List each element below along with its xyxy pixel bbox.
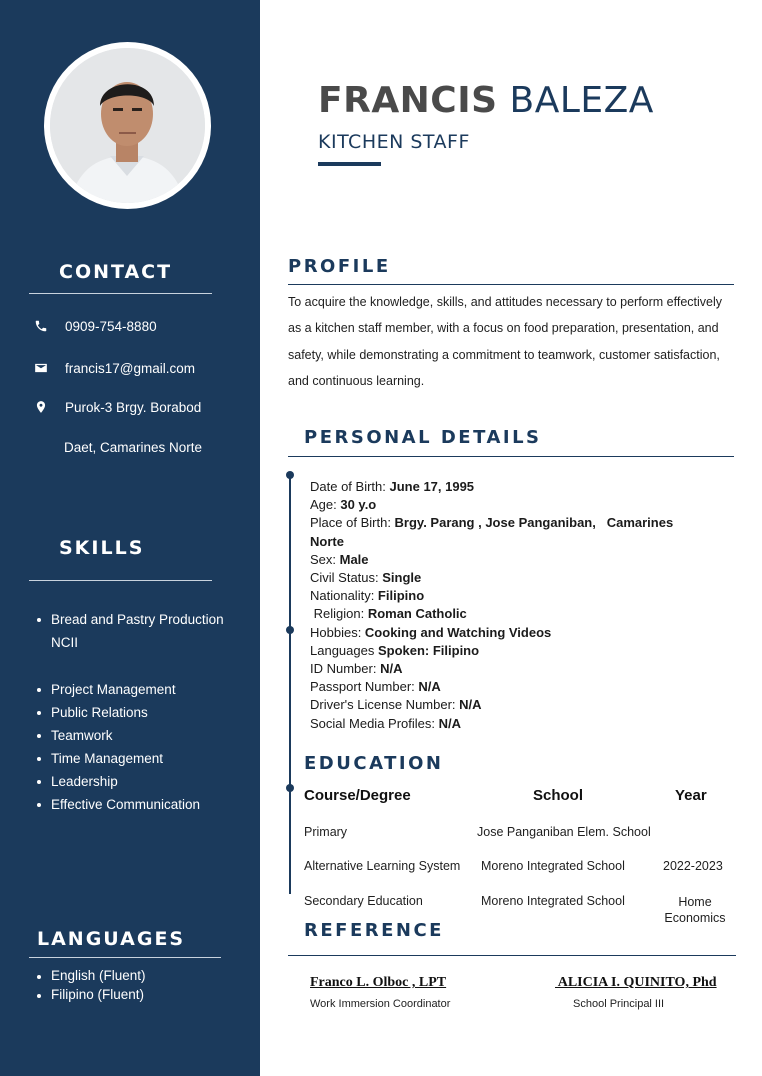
profile-divider xyxy=(288,284,734,285)
education-year: 2022-2023 xyxy=(663,859,723,873)
detail-social-media xyxy=(310,715,690,733)
detail-passport xyxy=(310,678,690,696)
first-name: FRANCIS xyxy=(318,80,498,121)
skills-divider xyxy=(29,580,212,581)
reference-role: School Principal III xyxy=(573,998,665,1010)
languages-list xyxy=(36,967,146,1004)
reference-role: Work Immersion Coordinator xyxy=(310,998,451,1010)
detail-label: Languages xyxy=(310,642,378,658)
profile-summary: To acquire the knowledge, skills, and attitudes necessary to perform effectively as a kitchen staff member, with a focus on food preparation, presentation, and safety, while demonstrating a commitment to teamwork, customer satisfaction, and continuous learning. xyxy=(288,295,723,388)
detail-value: Spoken: Filipino xyxy=(377,642,480,658)
profile-heading: PROFILE xyxy=(288,256,391,277)
detail-value: 30 y.o xyxy=(340,497,377,513)
detail-value: N/A xyxy=(380,661,403,677)
contact-divider xyxy=(29,293,212,294)
education-year: Home Economics xyxy=(664,895,726,925)
skill-item: Effective Communication xyxy=(36,793,236,816)
education-heading: EDUCATION xyxy=(304,753,444,774)
detail-label: Social Media Profiles: xyxy=(310,715,439,731)
education-school: Jose Panganiban Elem. School xyxy=(477,825,651,839)
detail-value: Single xyxy=(382,570,422,586)
detail-license xyxy=(310,696,690,714)
contact-phone[interactable] xyxy=(32,317,157,335)
reference-name: ALICIA I. QUINITO, Phd xyxy=(555,975,717,990)
detail-label: Passport Number: xyxy=(310,679,419,695)
detail-label: Driver's License Number: xyxy=(310,697,460,713)
last-name: BALEZA xyxy=(509,80,654,121)
email-address: francis17@gmail.com xyxy=(65,360,195,376)
detail-dob xyxy=(310,478,690,496)
skills-list xyxy=(36,608,236,816)
timeline-dot xyxy=(286,471,294,479)
phone-number: 0909-754-8880 xyxy=(65,318,157,334)
education-col-school: School xyxy=(533,787,584,804)
detail-pob xyxy=(310,514,690,532)
education-course: Primary xyxy=(304,825,348,839)
detail-value: Roman Catholic xyxy=(367,606,467,622)
detail-value: Brgy. Parang , Jose Panganiban, Camarines xyxy=(394,515,674,531)
profile-photo-illustration xyxy=(50,48,205,203)
language-item: Filipino (Fluent) xyxy=(36,986,146,1005)
skill-item: Teamwork xyxy=(36,724,236,747)
detail-label: Civil Status: xyxy=(310,570,383,586)
language-item: English (Fluent) xyxy=(36,967,146,986)
skill-item: Public Relations xyxy=(36,701,236,724)
timeline-dot xyxy=(286,626,294,634)
envelope-icon xyxy=(32,359,50,377)
education-course: Secondary Education xyxy=(304,894,423,908)
skill-item: Time Management xyxy=(36,747,236,770)
detail-religion xyxy=(310,605,690,623)
education-school: Moreno Integrated School xyxy=(481,859,625,873)
detail-id-number xyxy=(310,660,690,678)
detail-value: Male xyxy=(339,551,369,567)
detail-label: Place of Birth: xyxy=(310,515,395,531)
education-col-year: Year xyxy=(675,787,707,804)
detail-label: Religion: xyxy=(310,606,368,622)
detail-age xyxy=(310,496,690,514)
contact-address xyxy=(32,398,201,416)
detail-label: Date of Birth: xyxy=(310,479,390,494)
map-pin-icon xyxy=(32,398,50,416)
timeline-dot xyxy=(286,784,294,792)
contact-address-line2 xyxy=(64,440,202,455)
detail-label: Hobbies: xyxy=(310,624,365,640)
detail-languages xyxy=(310,642,690,660)
contact-email[interactable] xyxy=(32,359,195,377)
profile-photo xyxy=(44,42,211,209)
languages-heading: LANGUAGES xyxy=(37,928,186,950)
reference-heading: REFERENCE xyxy=(304,920,444,941)
detail-label: Age: xyxy=(310,497,341,513)
sidebar xyxy=(0,0,260,1076)
reference-name: Franco L. Olboc , LPT xyxy=(310,975,447,990)
languages-divider xyxy=(29,957,221,958)
skill-item: Project Management xyxy=(36,678,236,701)
personal-details-heading: PERSONAL DETAILS xyxy=(304,427,542,448)
education-school: Moreno Integrated School xyxy=(481,894,625,908)
personal-details xyxy=(310,478,690,733)
detail-sex xyxy=(310,551,690,569)
detail-value: June 17, 1995 xyxy=(389,479,475,494)
detail-value: N/A xyxy=(459,697,482,713)
candidate-name xyxy=(318,80,654,121)
detail-value: Cooking and Watching Videos xyxy=(364,624,552,640)
detail-pob-cont xyxy=(310,533,690,551)
detail-label: Sex: xyxy=(310,551,340,567)
detail-label: Nationality: xyxy=(310,588,378,604)
detail-value: Norte xyxy=(310,533,344,549)
personal-details-divider xyxy=(288,456,734,457)
timeline-line xyxy=(289,474,291,894)
detail-value: Filipino xyxy=(377,588,425,604)
detail-label: ID Number: xyxy=(310,661,381,677)
skill-item: Leadership xyxy=(36,770,236,793)
education-course: Alternative Learning System xyxy=(304,859,461,873)
job-title: KITCHEN STAFF xyxy=(318,131,470,153)
skill-item: Bread and Pastry Production NCII xyxy=(36,608,236,654)
education-col-course: Course/Degree xyxy=(304,787,411,804)
title-underline xyxy=(318,162,381,166)
detail-nationality xyxy=(310,587,690,605)
detail-value: N/A xyxy=(438,715,462,731)
skills-heading: SKILLS xyxy=(59,537,145,559)
detail-hobbies xyxy=(310,624,690,642)
address-line-1: Purok-3 Brgy. Borabod xyxy=(65,399,202,415)
detail-value: N/A xyxy=(418,679,441,695)
contact-heading: CONTACT xyxy=(59,261,173,283)
address-line-2: Daet, Camarines Norte xyxy=(64,440,203,455)
phone-icon xyxy=(32,317,50,335)
reference-divider xyxy=(288,955,736,956)
detail-civil-status xyxy=(310,569,690,587)
